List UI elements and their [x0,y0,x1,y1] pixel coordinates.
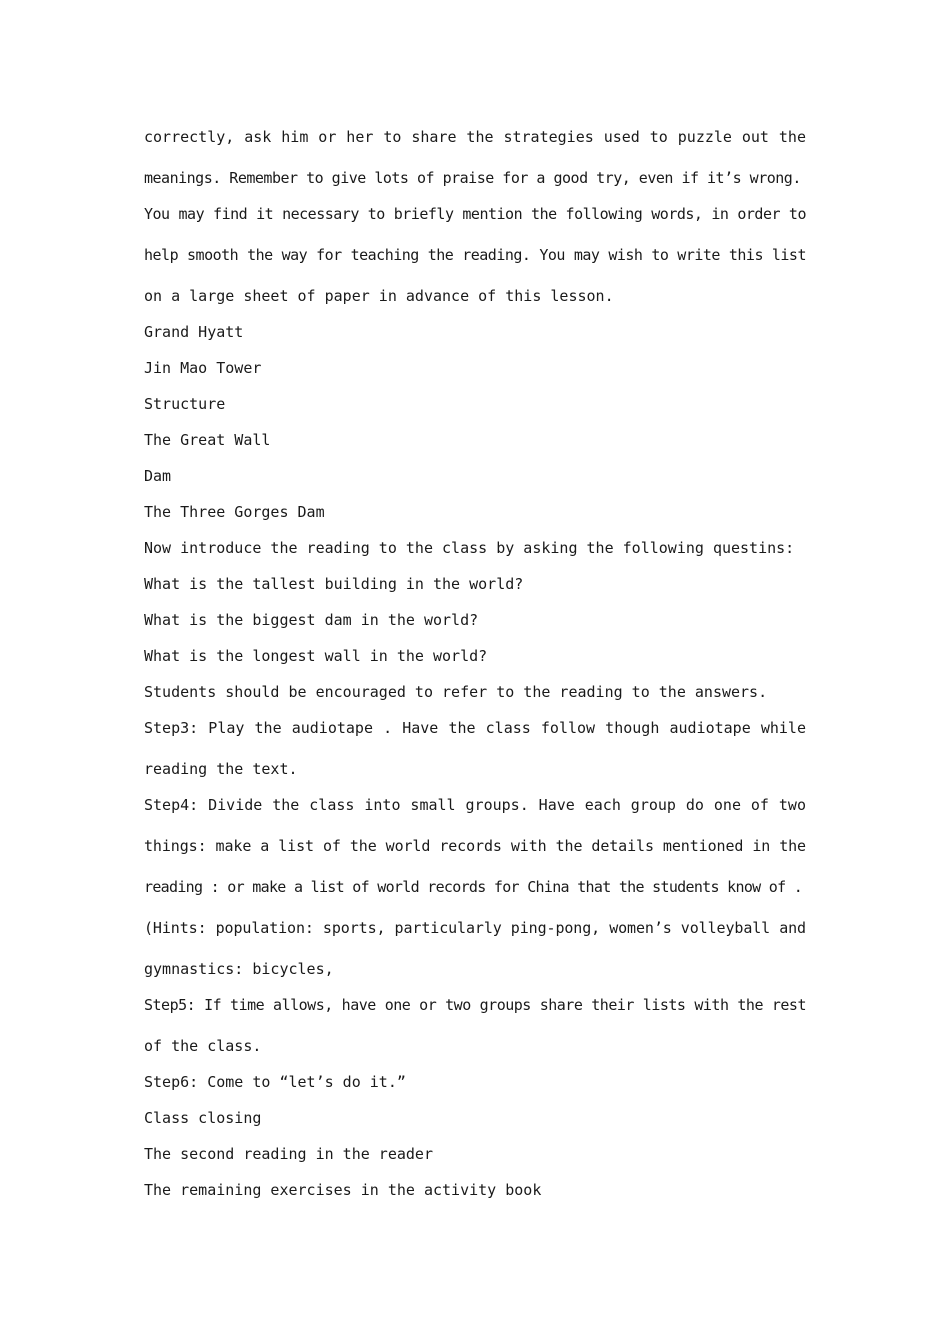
text-line: Step3: Play the audiotape . Have the class follow though audiotape while [144,719,806,737]
text-line: things: make a list of the world records with the details mentioned in the [144,837,806,855]
text-line: Step4: Divide the class into small groups. Have each group do one of two [144,796,806,814]
text-line: Students should be encouraged to refer to the reading to the answers. [144,683,768,701]
text-line: Step6: Come to “let’s do it.” [144,1073,406,1091]
text-line: Dam [144,467,172,485]
text-line: on a large sheet of paper in advance of this lesson. [144,287,614,305]
text-line: The Three Gorges Dam [144,503,325,521]
text-line: What is the longest wall in the world? [144,647,488,665]
text-line: You may find it necessary to briefly mention the following words, in order to [144,205,806,223]
text-line: reading the text. [144,760,298,778]
text-line: Now introduce the reading to the class by asking the following questins: [144,539,795,557]
text-line: help smooth the way for teaching the reading. You may wish to write this list [144,246,806,264]
text-line: meanings. Remember to give lots of praise for a good try, even if it’s wrong. [144,169,801,187]
text-line: What is the biggest dam in the world? [144,611,479,629]
text-line: Grand Hyatt [144,323,244,341]
text-line: gymnastics: bicycles, [144,960,334,978]
text-line: Jin Mao Tower [144,359,262,377]
text-line: Step5: If time allows, have one or two groups share their lists with the rest [144,996,806,1014]
text-line: Class closing [144,1109,262,1127]
text-line: of the class. [144,1037,262,1055]
text-line: The Great Wall [144,431,271,449]
text-line: (Hints: population: sports, particularly ping-pong, women’s volleyball and [144,919,806,937]
text-line: correctly, ask him or her to share the strategies used to puzzle out the [144,128,806,146]
text-line: The remaining exercises in the activity book [144,1181,542,1199]
text-line: The second reading in the reader [144,1145,433,1163]
text-line: What is the tallest building in the world? [144,575,524,593]
text-line: reading : or make a list of world records for China that the students know of . [144,878,803,896]
text-line: Structure [144,395,226,413]
